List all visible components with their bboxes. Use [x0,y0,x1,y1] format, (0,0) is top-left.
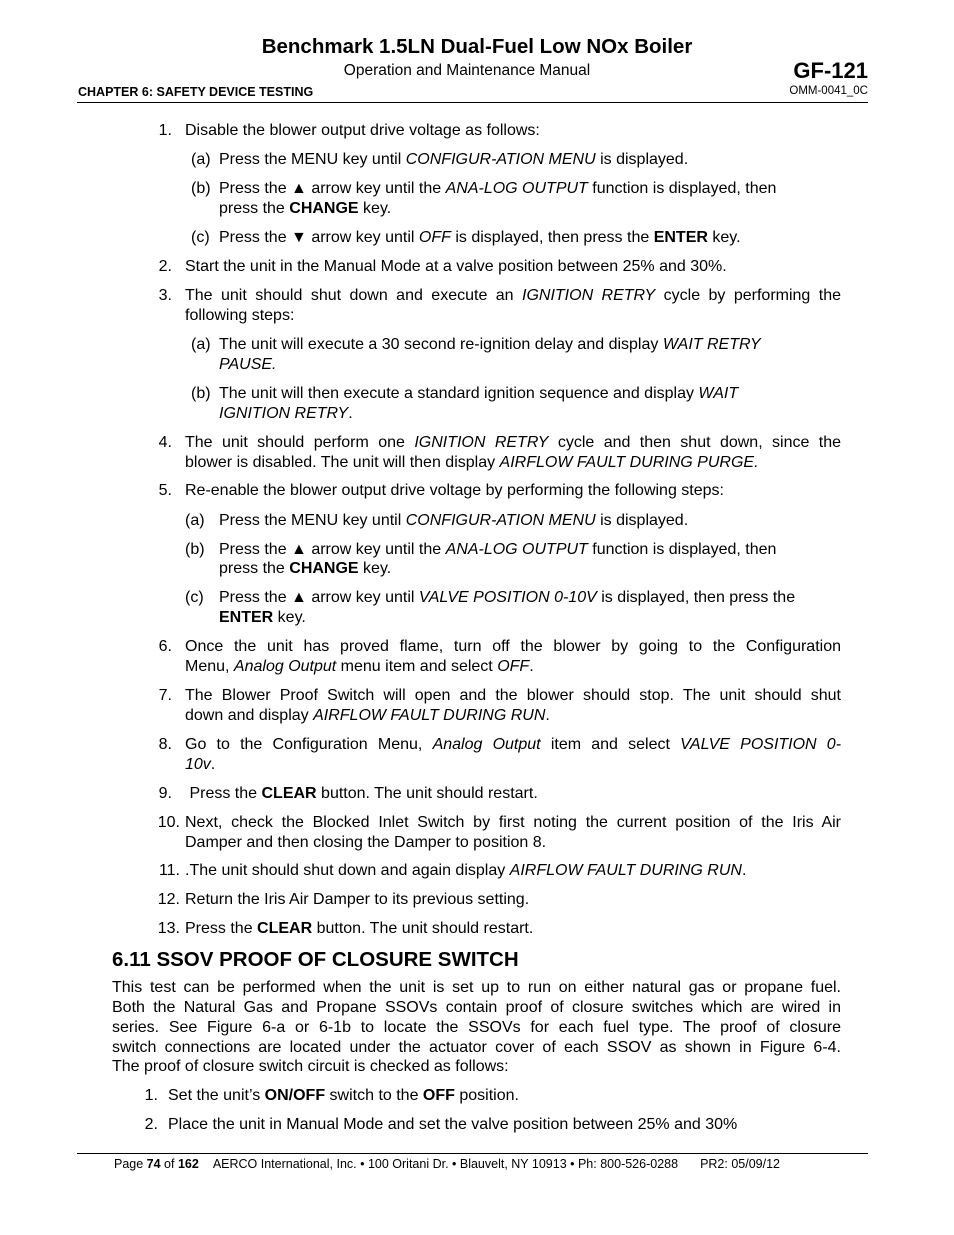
step-number: 8. [158,736,172,753]
step-number: 13. [157,920,180,937]
substep-text-continued: IGNITION RETRY. [219,405,353,422]
substep-letter: (c) [191,229,210,246]
revision-date: PR2: 05/09/12 [700,1157,780,1171]
section-heading: 6.11 SSOV PROOF OF CLOSURE SWITCH [112,948,519,971]
step-text: The Blower Proof Switch will open and the blower should stop. The unit should shut [185,687,841,704]
step-number: 2. [144,1116,158,1133]
step-text: Press the CLEAR button. The unit should restart. [185,920,534,937]
step-text: Go to the Configuration Menu, Analog Output item and select VALVE POSITION 0- [185,736,842,753]
step-text-continued: 10v. [185,756,216,773]
step-number: 4. [158,434,172,451]
paragraph-line: series. See Figure 6-a or 6-1b to locate the SSOVs for each fuel type. The proof of closure [112,1019,841,1036]
paragraph-line: Both the Natural Gas and Propane SSOVs contain proof of closure switches which are wired in [112,999,841,1016]
substep-letter: (a) [185,512,205,529]
step-text: Next, check the Blocked Inlet Switch by first noting the current position of the Iris Air [185,814,841,831]
step-text: The unit should shut down and execute an IGNITION RETRY cycle by performing the [185,287,842,304]
substep-text: The unit will then execute a standard ignition sequence and display WAIT [219,385,739,402]
substep-text: Press the ▲ arrow key until the ANA-LOG OUTPUT function is displayed, then [219,541,777,558]
step-text: Press the CLEAR button. The unit should restart. [185,785,538,802]
step-text: The unit should perform one IGNITION RETRY cycle and then shut down, since the [185,434,842,451]
substep-letter: (b) [185,541,205,558]
step-number: 12. [157,891,180,908]
step-text-continued: down and display AIRFLOW FAULT DURING RUN. [185,707,550,724]
step-text: Disable the blower output drive voltage as follows: [185,122,540,139]
step-text: Return the Iris Air Damper to its previous setting. [185,891,530,908]
step-number: 3. [158,287,172,304]
substep-text: Press the ▲ arrow key until VALVE POSITION 0-10V is displayed, then press the [219,589,796,606]
substep-letter: (b) [191,180,211,197]
substep-text: Press the ▼ arrow key until OFF is displayed, then press the ENTER key. [219,229,741,246]
substep-text-continued: PAUSE. [219,356,277,373]
page-footer: Page 74 of 162 AERCO International, Inc. • 100 Oritani Dr. • Blauvelt, NY 10913 • Ph: 800-526-0288 PR2: 05/09/12 [114,1157,780,1171]
step-number: 1. [144,1087,158,1104]
substep-letter: (b) [191,385,211,402]
substep-text-continued: press the CHANGE key. [219,560,392,577]
company-info: AERCO International, Inc. • 100 Oritani Dr. • Blauvelt, NY 10913 • Ph: 800-526-0288 [212,1157,679,1171]
header-rule [77,102,868,103]
step-number: 7. [158,687,172,704]
paragraph-line: The proof of closure switch circuit is checked as follows: [112,1058,509,1075]
step-number: 6. [158,638,172,655]
substep-text: Press the ▲ arrow key until the ANA-LOG OUTPUT function is displayed, then [219,180,777,197]
document-code: GF-121 [793,58,868,83]
step-text: Start the unit in the Manual Mode at a valve position between 25% and 30%. [185,258,727,275]
step-number: 11. [158,862,180,879]
document-number: OMM-0041_0C [789,85,868,97]
footer-rule [77,1153,868,1154]
document-subtitle: Operation and Maintenance Manual [343,62,591,79]
substep-letter: (c) [185,589,204,606]
paragraph-line: switch connections are located under the actuator cover of each SSOV as shown in Figure 6-4. [112,1039,841,1056]
document-title: Benchmark 1.5LN Dual-Fuel Low NOx Boiler [261,35,693,58]
step-text-continued: blower is disabled. The unit will then display AIRFLOW FAULT DURING PURGE. [185,454,759,471]
step-text: Re-enable the blower output drive voltage by performing the following steps: [185,482,724,499]
step-text-continued: following steps: [185,307,295,324]
step-number: 10. [157,814,180,831]
step-number: 1. [158,122,172,139]
step-number: 2. [158,258,172,275]
step-text-continued: Menu, Analog Output menu item and select OFF. [185,658,534,675]
step-number: 5. [158,482,172,499]
substep-text: The unit will execute a 30 second re-ignition delay and display WAIT RETRY [219,336,761,353]
substep-letter: (a) [191,151,211,168]
page-total: 162 [177,1157,199,1171]
step-number: 9. [158,785,172,802]
substep-text-continued: ENTER key. [219,609,306,626]
substep-text-continued: press the CHANGE key. [219,200,392,217]
step-text: Set the unit’s ON/OFF switch to the OFF position. [168,1087,519,1104]
substep-letter: (a) [191,336,211,353]
substep-text: Press the MENU key until CONFIGUR-ATION MENU is displayed. [219,151,689,168]
step-text: Place the unit in Manual Mode and set the valve position between 25% and 30% [168,1116,738,1133]
step-text-continued: Damper and then closing the Damper to position 8. [185,834,547,851]
substep-text: Press the MENU key until CONFIGUR-ATION MENU is displayed. [219,512,689,529]
paragraph-line: This test can be performed when the unit is set up to run on either natural gas or propane fuel. [112,979,841,996]
page-number: 74 [146,1157,161,1171]
step-text: .The unit should shut down and again display AIRFLOW FAULT DURING RUN. [185,862,747,879]
chapter-heading: CHAPTER 6: SAFETY DEVICE TESTING [78,85,314,99]
step-text: Once the unit has proved flame, turn off the blower by going to the Configuration [185,638,841,655]
